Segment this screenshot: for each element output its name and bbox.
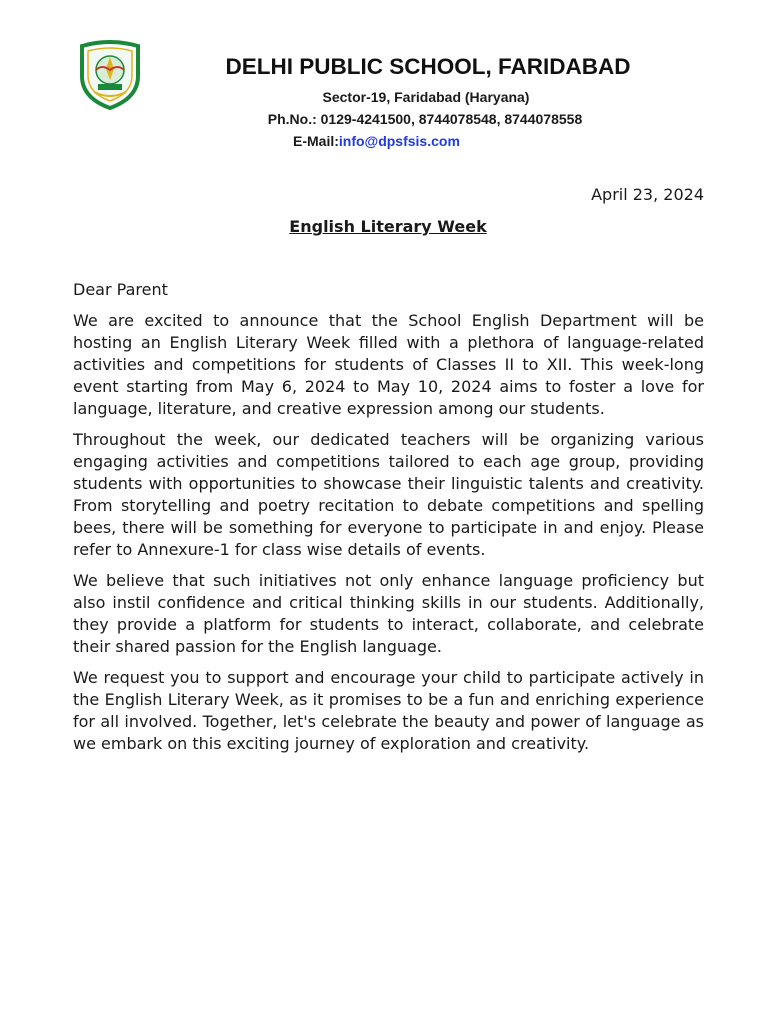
paragraph-4: We request you to support and encourage your child to participate actively in the English Literary Week, as it promises to be a fun and enriching experience for all involved. Together, let's celebrate the beauty and power of language as we embark on this exciting journey of exploration and creativity. xyxy=(73,668,704,753)
paragraph-1: We are excited to announce that the School English Department will be hosting an English Literary Week filled with a plethora of language-related activities and competitions for students of Classes II to XII. This week-long event starting from May 6, 2024 to May 10, 2024 aims to foster a love for language, literature, and creative expression among our students. xyxy=(73,311,704,418)
email-label: E-Mail: xyxy=(293,133,339,149)
school-phone: Ph.No.: 0129-4241500, 8744078548, 8744078558 xyxy=(267,111,583,127)
letter-subject: English Literary Week xyxy=(289,217,487,236)
letter-date: April 23, 2024 xyxy=(591,185,704,204)
paragraph-2: Throughout the week, our dedicated teachers will be organizing various engaging activities and competitions tailored to each age group, providing students with opportunities to showcase their linguistic talents and creativity. From storytelling and poetry recitation to debate competitions and spelling bees, there will be something for everyone to participate in and enjoy. Please refer to Annexure-1 for class wise details of events. xyxy=(73,430,704,559)
email-link[interactable]: info@dpsfsis.com xyxy=(338,133,460,149)
email-line xyxy=(293,133,460,149)
letter-body xyxy=(73,279,704,764)
school-name: DELHI PUBLIC SCHOOL, FARIDABAD xyxy=(225,54,631,79)
paragraph-3: We believe that such initiatives not only enhance language proficiency but also instil confidence and critical thinking skills in our students. Additionally, they provide a platform for students to interact, collaborate, and celebrate their shared passion for the English language. xyxy=(73,571,704,656)
salutation: Dear Parent xyxy=(73,280,168,299)
school-address: Sector-19, Faridabad (Haryana) xyxy=(322,89,530,105)
